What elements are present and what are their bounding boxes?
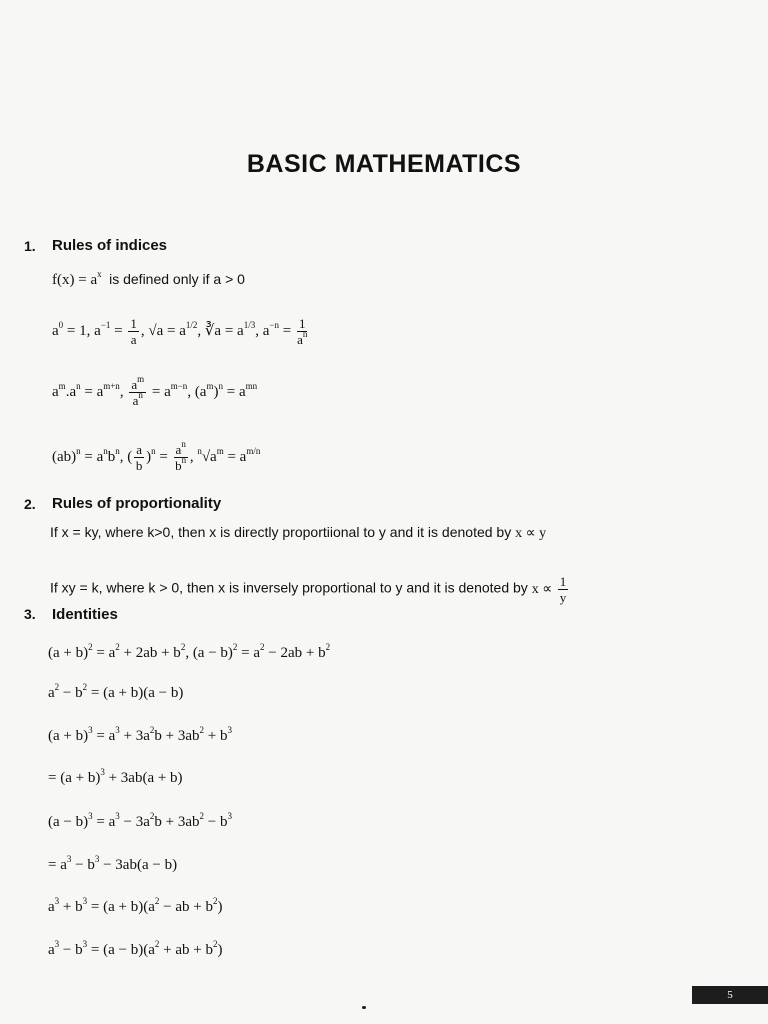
ink-dot (362, 1006, 366, 1009)
section-1-number: 1. (24, 238, 36, 254)
proportionality-direct: If x = ky, where k>0, then x is directly proportiional to y and it is denoted by x ∝ y (50, 524, 547, 541)
indices-formula-4: $(ab)^n = a^nb^n$, ( $\frac{a}{b}$ )$^n$ = $\frac{a^n}{b^n}$ , $^n√a^m = a^{m/n}$ (52, 439, 261, 473)
proportionality-inverse: If xy = k, where k > 0, then x is inversely proportional to y and it is denoted by x ∝ $\frac{1}{y}$ (50, 574, 567, 605)
identity-5: $(a - b)^3 = a^3 - 3a^2b + 3ab^2 - b^3$ (48, 811, 232, 830)
section-2-heading: Rules of proportionality (52, 495, 222, 512)
identity-4: = $(a + b)^3 + 3ab(a + b)$ (48, 767, 183, 786)
identity-1: $(a + b)^2 = a^2 + 2ab + b^2$, $(a - b)^2 = a^2 - 2ab + b^2$ (48, 642, 331, 661)
section-1-heading: Rules of indices (52, 237, 168, 254)
identity-7: $a^3 + b^3 = (a + b)(a^2$ − ab + $b^2$) (48, 896, 223, 915)
indices-formula-1: $f(x) = a^x$ is defined only if a > 0 (52, 269, 245, 288)
proportionality-direct-text: If x = ky, where k>0, then x is directly proportiional to y and it is denoted by (50, 524, 512, 540)
identity-6: = $a^3 - b^3 - 3ab(a - b)$ (48, 854, 178, 873)
identity-8: $a^3 - b^3 = (a - b)(a^2$ + ab + $b^2$) (48, 939, 223, 958)
identity-2: $a^2 - b^2 = (a + b)(a - b)$ (48, 682, 184, 701)
section-2-number: 2. (24, 496, 36, 512)
section-3-number: 3. (24, 606, 36, 622)
indices-formula-3: $a^m.a^n = a^{m+n}$, $\frac{a^m}{a^n}$ = $a^{m-n}$, $(a^m)^n = a^{mn}$ (52, 374, 258, 408)
proportionality-inverse-text: If xy = k, where k > 0, then x is inversely proportional to y and it is denoted by (50, 579, 528, 596)
indices-formula-2: $a^0 = 1$, $a^{-1}$ = $\frac{1}{a}$ , $√a = a^{1/2}$, ∛a = $a^{1/3}$, $a^{-n}$ = $\frac{1}{a^n}$ (52, 316, 308, 347)
page-number: 5 (692, 986, 768, 1004)
identity-3: $(a + b)^3 = a^3 + 3a^2b + 3ab^2 + b^3$ (48, 725, 232, 744)
page-title: BASIC MATHEMATICS (246, 150, 522, 178)
section-3-heading: Identities (52, 606, 118, 623)
indices-text-1: is defined only if a > 0 (109, 271, 245, 287)
